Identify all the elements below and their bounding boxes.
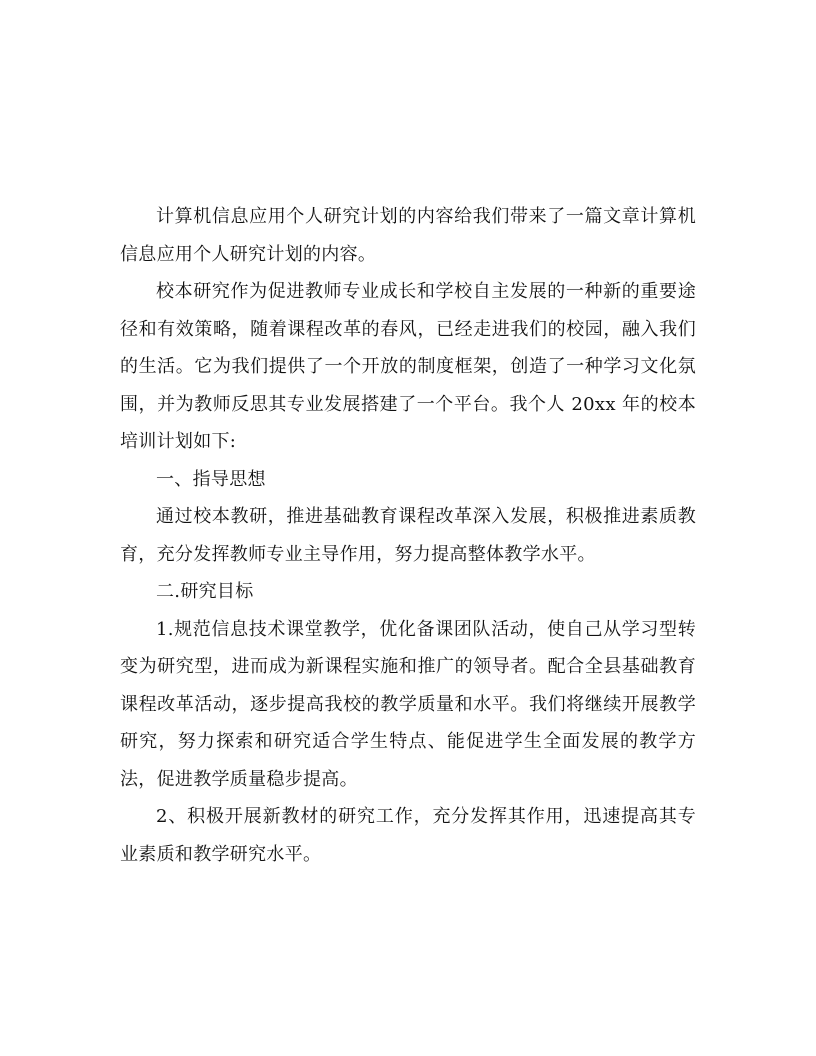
intro-paragraph: 计算机信息应用个人研究计划的内容给我们带来了一篇文章计算机信息应用个人研究计划的内容。 [120,206,696,265]
goal-item-1: 1.规范信息技术课堂教学，优化备课团队活动，使自己从学习型转变为研究型，进而成为新课程实施和推广的领导者。配合全县基础教育课程改革活动，逐步提高我校的教学质量和水平。我们将继续开展教学研究，努力探索和研究适合学生特点、能促进学生全面发展的教学方法，促进教学质量稳步提高。 [120,618,696,790]
section-heading-guiding-ideology: 一、指导思想 [156,468,266,490]
background-paragraph: 校本研究作为促进教师专业成长和学校自主发展的一种新的重要途径和有效策略，随着课程改革的春风，已经走进我们的校园，融入我们的生活。它为我们提供了一个开放的制度框架，创造了一种学习文化氛围，并为教师反思其专业发展搭建了一个平台。我个人 20xx 年的校本培训计划如下: [120,281,696,452]
section-heading-research-goals: 二.研究目标 [156,581,254,602]
goal-item-2: 2、积极开展新教材的研究工作，充分发挥其作用，迅速提高其专业素质和教学研究水平。 [120,806,696,865]
document-body [120,198,696,873]
guiding-ideology-paragraph: 通过校本教研，推进基础教育课程改革深入发展，积极推进素质教育，充分发挥教师专业主导作用，努力提高整体教学水平。 [120,506,696,565]
